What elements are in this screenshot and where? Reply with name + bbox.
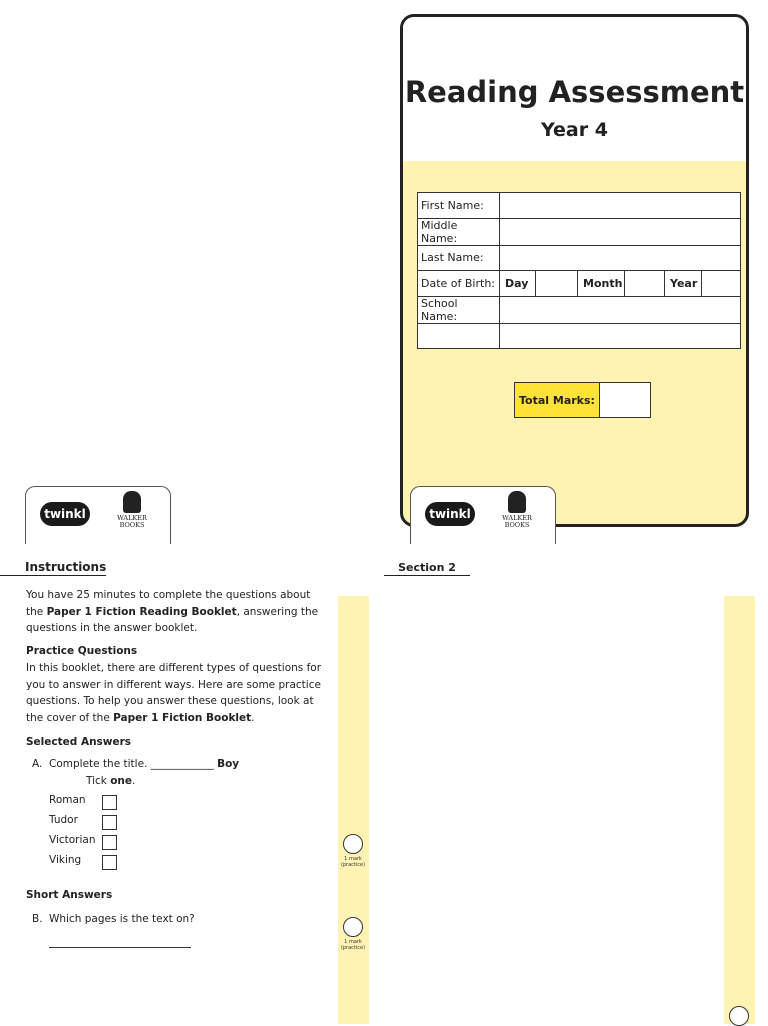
- tick-one-instruction: Tick one.: [86, 775, 136, 787]
- left-marks-strip: [338, 596, 369, 1024]
- dob-day-label: Day: [500, 271, 536, 296]
- first-name-label: First Name:: [418, 193, 500, 219]
- option-roman-checkbox[interactable]: [102, 795, 117, 810]
- total-marks-label: Total Marks:: [515, 383, 600, 417]
- pupil-details-table: [417, 192, 741, 349]
- left-logo-tab: [25, 486, 171, 544]
- instructions-heading: Instructions: [0, 560, 106, 576]
- option-tudor-checkbox[interactable]: [102, 815, 117, 830]
- school-name-row: [418, 296, 741, 323]
- question-a-text: Complete the title. ____________ Boy: [49, 758, 240, 770]
- twinkl-logo: twinkl: [425, 502, 475, 526]
- question-b-answer-line[interactable]: [49, 947, 191, 948]
- mark-note-b: 1 mark (practice): [340, 939, 366, 951]
- option-victorian-label: Victorian: [49, 834, 96, 846]
- walker-books-logo: WALKER BOOKS: [497, 491, 537, 529]
- walker-bear-icon: [123, 491, 141, 513]
- short-answers-heading: Short Answers: [26, 889, 113, 901]
- cover-title: Reading Assessment: [404, 75, 745, 109]
- cover-subtitle: Year 4: [541, 119, 608, 141]
- blank-row: [418, 323, 741, 349]
- option-tudor-label: Tudor: [49, 814, 78, 826]
- dob-month-field[interactable]: [625, 271, 665, 296]
- dob-year-field[interactable]: [702, 271, 740, 296]
- mark-circle-section-2[interactable]: [729, 1006, 749, 1026]
- right-marks-strip: [724, 596, 755, 1024]
- section-2-heading: Section 2: [384, 561, 470, 576]
- first-name-field[interactable]: [500, 193, 741, 219]
- cover-header: [403, 17, 746, 161]
- dob-field: [500, 271, 741, 297]
- middle-name-label: Middle Name:: [418, 218, 500, 245]
- total-marks-box: [514, 382, 651, 418]
- question-a-label: A.: [32, 758, 43, 770]
- mark-circle-a[interactable]: [343, 834, 363, 854]
- dob-year-label: Year: [665, 271, 702, 296]
- cover-logo-tab: [410, 486, 556, 544]
- school-name-label: School Name:: [418, 296, 500, 323]
- intro-paragraph: You have 25 minutes to complete the questions about the Paper 1 Fiction Reading Booklet, answering the questions in the answer booklet.: [26, 589, 319, 634]
- option-victorian-checkbox[interactable]: [102, 835, 117, 850]
- option-viking-checkbox[interactable]: [102, 855, 117, 870]
- last-name-label: Last Name:: [418, 245, 500, 271]
- dob-row: [418, 271, 741, 297]
- dob-label: Date of Birth:: [418, 271, 500, 297]
- dob-day-field[interactable]: [536, 271, 578, 296]
- twinkl-logo: twinkl: [40, 502, 90, 526]
- selected-answers-heading: Selected Answers: [26, 736, 132, 748]
- middle-name-field[interactable]: [500, 218, 741, 245]
- school-name-field[interactable]: [500, 296, 741, 323]
- dob-month-label: Month: [578, 271, 625, 296]
- question-b-label: B.: [32, 913, 43, 925]
- middle-name-row: [418, 218, 741, 245]
- question-b-text: Which pages is the text on?: [49, 913, 195, 925]
- last-name-field[interactable]: [500, 245, 741, 271]
- last-name-row: [418, 245, 741, 271]
- option-roman-label: Roman: [49, 794, 86, 806]
- walker-books-logo: WALKER BOOKS: [112, 491, 152, 529]
- mark-circle-b[interactable]: [343, 917, 363, 937]
- practice-heading: Practice Questions: [26, 645, 138, 657]
- blank-label-cell: [418, 323, 500, 349]
- practice-paragraph: In this booklet, there are different types of questions for you to answer in different ways. Here are some practice questions. To help you answer these questions, look at the cover of the Paper 1 Fiction Booklet.: [26, 662, 322, 724]
- walker-bear-icon: [508, 491, 526, 513]
- first-name-row: [418, 193, 741, 219]
- blank-field[interactable]: [500, 323, 741, 349]
- cover-card: [400, 14, 749, 527]
- mark-note-a: 1 mark (practice): [340, 856, 366, 868]
- total-marks-field[interactable]: [600, 383, 650, 417]
- option-viking-label: Viking: [49, 854, 82, 866]
